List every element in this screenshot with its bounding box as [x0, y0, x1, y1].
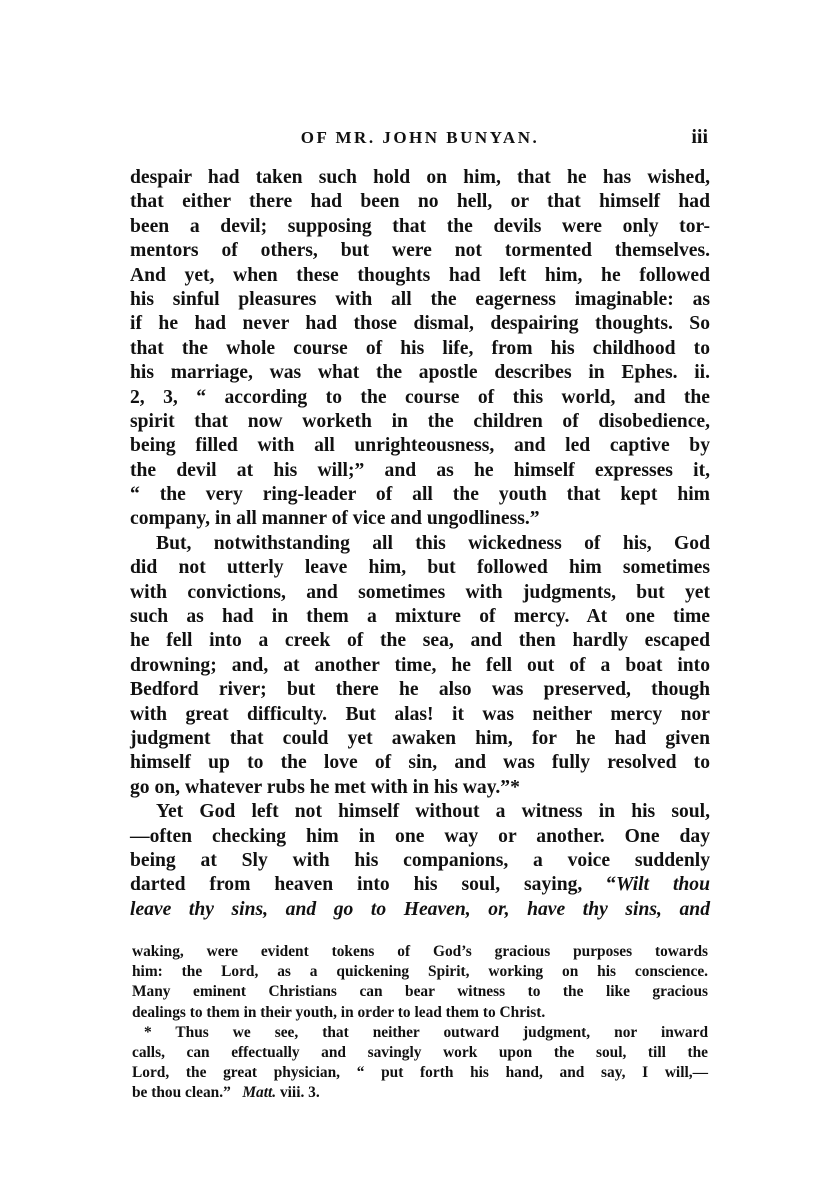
text-line: And yet, when these thoughts had left him, he followed	[130, 264, 710, 286]
footnote-line: dealings to them in their youth, in order to lead them to Christ.	[132, 1003, 546, 1021]
paragraph-start-line: But, notwithstanding all this wickedness of his, God	[156, 532, 710, 554]
footnote-line	[132, 1083, 708, 1103]
text-line: judgment that could yet awaken him, for he had given	[130, 727, 710, 749]
text-line: been a devil; supposing that the devils were only tor-	[130, 215, 710, 237]
text-line: that the whole course of his life, from his childhood to	[130, 337, 710, 359]
text-line	[130, 898, 710, 922]
text-line: —often checking him in one way or another. One day	[130, 825, 710, 847]
text-line: go on, whatever rubs he met with in his way.”*	[130, 776, 520, 798]
footnote-line: Lord, the great physician, “ put forth his hand, and say, I will,—	[132, 1064, 708, 1082]
text-line: his sinful pleasures with all the eagerness imaginable: as	[130, 288, 710, 310]
text-line: with convictions, and sometimes with judgments, but yet	[130, 581, 710, 603]
text-line: with great difficulty. But alas! it was neither mercy nor	[130, 703, 710, 725]
text-line: himself up to the love of sin, and was fully resolved to	[130, 752, 710, 774]
footnote-start-line: * Thus we see, that neither outward judgment, nor inward	[144, 1023, 708, 1041]
text-line: he fell into a creek of the sea, and then hardly escaped	[130, 630, 710, 652]
body-text	[130, 166, 710, 922]
footnote-line: him: the Lord, as a quickening Spirit, working on his conscience.	[132, 963, 708, 981]
text-line: mentors of others, but were not tormented themselves.	[130, 240, 710, 262]
text-run: be thou clean.”	[132, 1084, 231, 1102]
page-number: iii	[691, 126, 708, 148]
italic-quote: Wilt thou	[616, 874, 710, 896]
text-run: darted from heaven into his soul, saying, “	[130, 874, 617, 896]
text-line: company, in all manner of vice and ungodliness.”	[130, 508, 540, 530]
running-title: OF MR. JOHN BUNYAN.	[300, 128, 540, 147]
text-line: being at Sly with his companions, a voice suddenly	[130, 849, 710, 871]
text-line: the devil at his will;” and as he himself expresses it,	[130, 459, 710, 481]
text-line: that either there had been no hell, or that himself had	[130, 191, 710, 213]
text-line: drowning; and, at another time, he fell out of a boat into	[130, 654, 710, 676]
text-line: 2, 3, “ according to the course of this world, and the	[130, 386, 710, 408]
text-line: if he had never had those dismal, despairing thoughts. So	[130, 313, 710, 335]
text-line: Bedford river; but there he also was preserved, though	[130, 679, 710, 701]
footnote-line: calls, can effectually and savingly work upon the soul, till the	[132, 1043, 708, 1061]
text-line: “ the very ring-leader of all the youth that kept him	[130, 484, 710, 506]
text-line: being filled with all unrighteousness, and led captive by	[130, 435, 710, 457]
italic-quote: leave thy sins, and go to Heaven, or, have thy sins, and	[130, 898, 710, 920]
footnote-line: Many eminent Christians can bear witness to the like gracious	[132, 983, 708, 1001]
scripture-reference-rest: viii. 3.	[279, 1084, 320, 1102]
scripture-reference: Matt.	[242, 1084, 277, 1102]
text-line	[130, 873, 710, 897]
paragraph-start-line: Yet God left not himself without a witness in his soul,	[156, 801, 710, 823]
text-line: his marriage, was what the apostle describes in Ephes. ii.	[130, 362, 710, 384]
footnote-line: waking, were evident tokens of God’s gracious purposes towards	[132, 943, 708, 960]
text-line: despair had taken such hold on him, that he has wished,	[130, 167, 710, 188]
text-line: such as had in them a mixture of mercy. At one time	[130, 606, 710, 628]
text-line: did not utterly leave him, but followed him sometimes	[130, 557, 710, 579]
footnotes	[132, 942, 708, 1104]
text-line: spirit that now worketh in the children of disobedience,	[130, 410, 710, 432]
page-header	[130, 128, 710, 152]
